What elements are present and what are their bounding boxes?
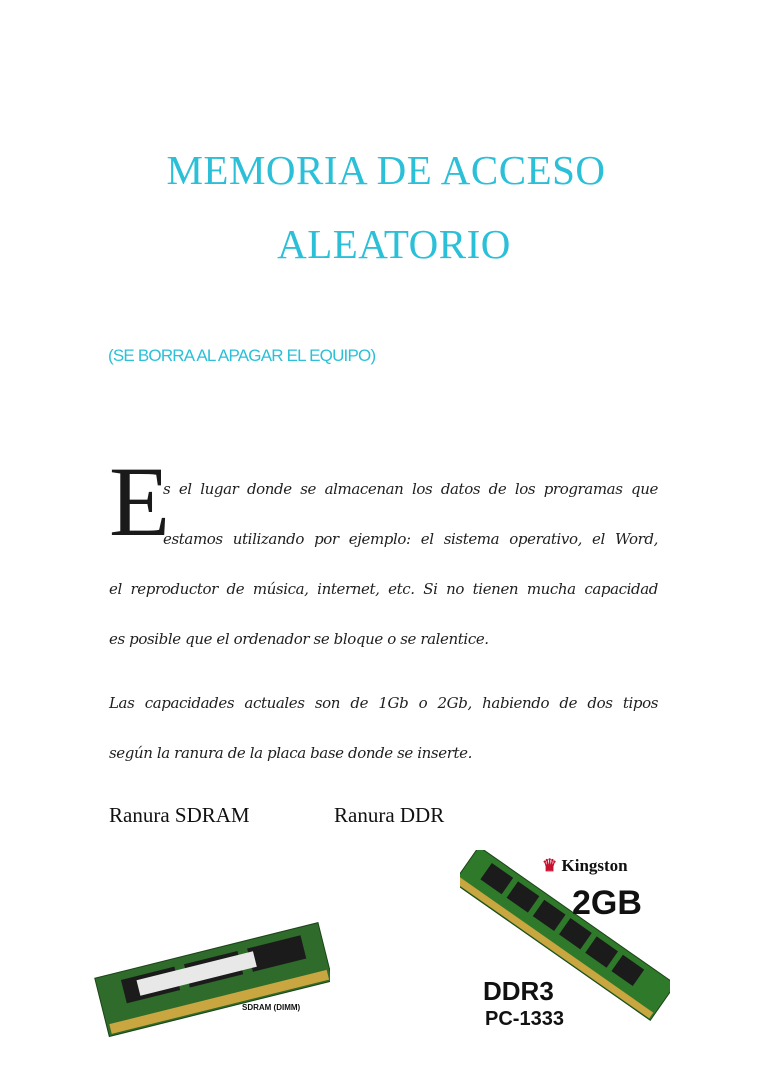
title-line-2: ALEATORIO xyxy=(277,221,511,267)
subtitle: (SE BORRA AL APAGAR EL EQUIPO) xyxy=(108,346,376,365)
kingston-brand-text: Kingston xyxy=(561,856,628,875)
ranura-ddr-label: Ranura DDR xyxy=(334,803,445,827)
ddr-speed: PC-1333 xyxy=(485,1008,564,1030)
title-line-1: MEMORIA DE ACCESO xyxy=(166,147,606,193)
sdram-module-image xyxy=(90,880,330,1050)
kingston-logo xyxy=(542,856,628,876)
sdram-caption: SDRAM (DIMM) xyxy=(242,1003,301,1012)
ddr-module-image xyxy=(460,850,670,1050)
paragraph-2-line-1: Las capacidades actuales son de 1Gb o 2Gb, habiendo de dos tipos xyxy=(109,694,658,712)
kingston-crest-icon: ♛ xyxy=(542,856,558,875)
drop-cap: E xyxy=(109,446,171,557)
sdram-module-illustration xyxy=(90,880,330,1050)
paragraph-1-line-3: el reproductor de música, internet, etc. Si no tienen mucha capacidad xyxy=(109,580,658,598)
ddr-capacity: 2GB xyxy=(572,884,642,922)
ranura-sdram-label: Ranura SDRAM xyxy=(109,803,250,827)
paragraph-1-line-2: estamos utilizando por ejemplo: el sistema operativo, el Word, xyxy=(163,530,658,548)
ddr-type: DDR3 xyxy=(483,976,554,1006)
paragraph-1-line-4: es posible que el ordenador se bloque o se ralentice. xyxy=(109,630,489,648)
paragraph-2-line-2: según la ranura de la placa base donde se inserte. xyxy=(109,744,472,762)
paragraph-1-line-1: s el lugar donde se almacenan los datos de los programas que xyxy=(163,480,658,498)
